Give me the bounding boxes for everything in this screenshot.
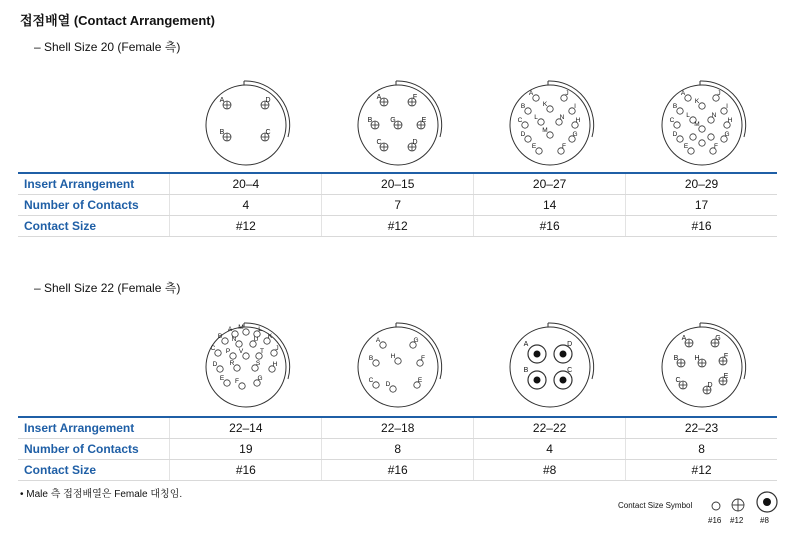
svg-text:J: J xyxy=(565,90,569,97)
svg-text:D: D xyxy=(412,139,418,146)
contact-L xyxy=(534,114,544,125)
svg-text:G: G xyxy=(390,117,396,124)
contact-G xyxy=(254,375,263,386)
contact-H xyxy=(724,117,733,128)
svg-text:A: A xyxy=(680,90,686,97)
svg-text:I: I xyxy=(726,103,728,110)
contact-B xyxy=(674,355,685,367)
table-cell: 22–18 xyxy=(322,417,474,439)
svg-text:A: A xyxy=(523,341,529,348)
svg-text:N: N xyxy=(231,336,237,343)
svg-text:R: R xyxy=(229,360,235,367)
contact-I xyxy=(721,103,728,114)
svg-text:L: L xyxy=(686,112,690,119)
svg-text:D: D xyxy=(672,131,678,138)
svg-text:E: E xyxy=(421,117,427,124)
connector-diagram-22-22 xyxy=(495,312,605,422)
table-cell: #16 xyxy=(170,460,322,481)
table-cell: 22–14 xyxy=(170,417,322,439)
table-row xyxy=(18,195,777,216)
contact-D xyxy=(261,97,271,109)
table-cell: #16 xyxy=(626,216,777,237)
footnote: • Male 측 접점배열은 Female 대칭임. xyxy=(20,489,183,500)
svg-text:M: M xyxy=(238,324,244,331)
contact-U xyxy=(250,336,259,347)
svg-text:C: C xyxy=(675,377,681,384)
table-row xyxy=(18,216,777,237)
spec-table-shell-20 xyxy=(18,172,777,237)
contact-E xyxy=(414,377,423,388)
svg-text:H: H xyxy=(272,361,278,368)
table-cell: 22–22 xyxy=(474,417,626,439)
table-cell: 20–27 xyxy=(474,173,626,195)
contact-V xyxy=(239,348,249,359)
svg-text:D: D xyxy=(265,97,271,104)
contact-G xyxy=(721,131,730,142)
contact-R xyxy=(230,360,241,371)
section-subtitle-shell-20: – Shell Size 20 (Female 측) xyxy=(34,40,181,54)
svg-text:F: F xyxy=(723,353,729,360)
contact-N xyxy=(232,336,243,347)
svg-text:G: G xyxy=(715,335,721,342)
contact-A xyxy=(529,90,539,101)
contact-M xyxy=(694,121,705,132)
contact-G xyxy=(711,335,721,347)
svg-text:K: K xyxy=(267,333,273,340)
contact-unlabeled xyxy=(690,134,696,140)
table-row xyxy=(18,173,777,195)
contact-D xyxy=(213,361,224,372)
svg-text:L: L xyxy=(258,326,262,333)
connector-diagram-20-4 xyxy=(191,70,301,180)
legend-caption-12: #12 xyxy=(730,516,744,525)
contact-C xyxy=(675,377,687,389)
svg-text:J: J xyxy=(275,345,279,352)
table-row xyxy=(18,439,777,460)
svg-text:H: H xyxy=(694,355,700,362)
contact-H xyxy=(572,117,581,128)
svg-text:H: H xyxy=(575,117,581,124)
table-cell: 20–29 xyxy=(626,173,777,195)
contact-D xyxy=(673,131,684,142)
table-cell: 22–23 xyxy=(626,417,777,439)
table-cell: #12 xyxy=(626,460,777,481)
contact-C xyxy=(670,117,681,128)
contact-C xyxy=(376,139,388,151)
table-row xyxy=(18,460,777,481)
contact-C xyxy=(211,345,222,356)
svg-text:A: A xyxy=(227,326,233,333)
contact-E xyxy=(719,373,729,385)
svg-text:U: U xyxy=(253,336,259,343)
contact-unlabeled xyxy=(708,134,714,140)
contact-J xyxy=(713,90,721,101)
contact-K xyxy=(264,333,273,344)
connector-diagram-22-14 xyxy=(191,312,301,422)
contact-B xyxy=(673,103,683,114)
svg-text:I: I xyxy=(574,103,576,110)
row-label: Number of Contacts xyxy=(18,439,170,460)
contact-C xyxy=(261,129,271,141)
contact-H xyxy=(391,353,402,364)
svg-text:C: C xyxy=(265,129,271,136)
contact-K xyxy=(543,101,553,112)
contact-16-icon xyxy=(710,500,722,512)
table-cell: 20–15 xyxy=(322,173,474,195)
contact-E xyxy=(532,143,542,154)
table-cell: 14 xyxy=(474,195,626,216)
contact-B xyxy=(521,103,531,114)
contact-A xyxy=(524,341,546,363)
contact-N xyxy=(556,114,565,125)
svg-text:C: C xyxy=(376,139,382,146)
connector-diagram-20-29 xyxy=(647,70,757,180)
table-cell: 20–4 xyxy=(170,173,322,195)
contact-D xyxy=(554,341,572,363)
svg-text:G: G xyxy=(572,131,578,138)
contact-G xyxy=(569,131,578,142)
contact-H xyxy=(269,361,278,372)
svg-text:D: D xyxy=(385,381,391,388)
svg-text:D: D xyxy=(707,382,713,389)
contact-D xyxy=(703,382,713,394)
svg-text:E: E xyxy=(723,373,729,380)
svg-text:E: E xyxy=(219,375,225,382)
svg-text:F: F xyxy=(421,355,425,362)
legend-caption-16: #16 xyxy=(708,516,722,525)
svg-text:E: E xyxy=(531,143,537,150)
svg-text:A: A xyxy=(375,337,381,344)
svg-text:S: S xyxy=(255,360,261,367)
contact-8-icon xyxy=(755,490,779,514)
svg-text:B: B xyxy=(219,129,225,136)
contact-A xyxy=(376,337,386,348)
svg-text:G: G xyxy=(724,131,730,138)
contact-size-legend xyxy=(600,488,780,532)
svg-text:F: F xyxy=(412,94,418,101)
table-cell: #12 xyxy=(322,216,474,237)
svg-text:T: T xyxy=(260,348,264,355)
svg-text:K: K xyxy=(542,101,548,108)
row-label: Number of Contacts xyxy=(18,195,170,216)
contact-C xyxy=(518,117,529,128)
connector-diagram-22-18 xyxy=(343,312,453,422)
contact-D xyxy=(386,381,397,392)
contact-I xyxy=(569,103,576,114)
svg-text:V: V xyxy=(238,348,244,355)
svg-text:A: A xyxy=(376,94,382,101)
table-cell: 17 xyxy=(626,195,777,216)
contact-M xyxy=(542,127,553,138)
contact-F xyxy=(235,378,245,389)
contact-H xyxy=(694,355,706,367)
svg-text:F: F xyxy=(562,143,566,150)
svg-text:F: F xyxy=(714,143,718,150)
connector-diagram-20-27 xyxy=(495,70,605,180)
contact-K xyxy=(695,98,705,109)
table-cell: 8 xyxy=(322,439,474,460)
svg-text:D: D xyxy=(520,131,526,138)
svg-text:D: D xyxy=(567,341,573,348)
spec-table-shell-22 xyxy=(18,416,777,481)
diagram-row-shell-20 xyxy=(170,70,777,180)
svg-text:A: A xyxy=(219,97,225,104)
contact-B xyxy=(369,355,379,366)
contact-E xyxy=(417,117,427,129)
svg-text:N: N xyxy=(711,112,717,119)
contact-G xyxy=(410,337,419,348)
contact-D xyxy=(521,131,532,142)
svg-text:G: G xyxy=(413,337,419,344)
contact-J xyxy=(271,345,279,356)
table-row xyxy=(18,417,777,439)
svg-text:P: P xyxy=(225,348,231,355)
svg-text:L: L xyxy=(534,114,538,121)
table-cell: #12 xyxy=(170,216,322,237)
table-cell: #16 xyxy=(474,216,626,237)
table-cell: 4 xyxy=(474,439,626,460)
svg-text:M: M xyxy=(694,121,700,128)
legend-caption-8: #8 xyxy=(760,516,769,525)
table-cell: 7 xyxy=(322,195,474,216)
row-label: Insert Arrangement xyxy=(18,417,170,439)
contact-F xyxy=(710,143,718,154)
contact-J xyxy=(561,90,569,101)
svg-text:B: B xyxy=(673,355,679,362)
contact-A xyxy=(682,335,693,347)
contact-T xyxy=(256,348,264,359)
svg-text:A: A xyxy=(681,335,687,342)
contact-B xyxy=(220,129,231,141)
contact-D xyxy=(408,139,418,151)
svg-text:C: C xyxy=(567,367,573,374)
table-cell: 8 xyxy=(626,439,777,460)
svg-text:N: N xyxy=(559,114,565,121)
svg-text:B: B xyxy=(217,333,223,340)
contact-N xyxy=(708,112,717,123)
contact-A xyxy=(377,94,388,106)
connector-diagram-20-15 xyxy=(343,70,453,180)
contact-E xyxy=(220,375,230,386)
legend-label: Contact Size Symbol xyxy=(618,501,693,510)
contact-F xyxy=(417,355,425,366)
svg-text:E: E xyxy=(683,143,689,150)
table-cell: 4 xyxy=(170,195,322,216)
contact-E xyxy=(684,143,694,154)
connector-diagram-22-23 xyxy=(647,312,757,422)
svg-text:H: H xyxy=(390,353,396,360)
svg-text:K: K xyxy=(694,98,700,105)
contact-B xyxy=(368,117,379,129)
contact-12-icon xyxy=(730,497,746,513)
diagram-row-shell-22 xyxy=(170,312,777,422)
table-cell: 19 xyxy=(170,439,322,460)
contact-F xyxy=(408,94,417,106)
contact-unlabeled xyxy=(699,140,705,146)
svg-text:B: B xyxy=(520,103,526,110)
svg-text:C: C xyxy=(210,345,216,352)
svg-text:C: C xyxy=(368,377,374,384)
svg-text:C: C xyxy=(517,117,523,124)
svg-text:F: F xyxy=(235,378,239,385)
row-label: Contact Size xyxy=(18,216,170,237)
contact-C xyxy=(554,367,572,389)
contact-G xyxy=(390,117,402,129)
svg-text:D: D xyxy=(212,361,218,368)
section-subtitle-shell-22: – Shell Size 22 (Female 측) xyxy=(34,281,181,295)
contact-S xyxy=(252,360,261,371)
contact-B xyxy=(524,367,546,389)
contact-A xyxy=(220,97,231,109)
contact-C xyxy=(369,377,380,388)
contact-F xyxy=(719,353,728,365)
svg-text:H: H xyxy=(727,117,733,124)
page-title: 접점배열 (Contact Arrangement) xyxy=(20,13,215,28)
svg-text:E: E xyxy=(417,377,423,384)
contact-P xyxy=(226,348,236,359)
svg-text:A: A xyxy=(528,90,534,97)
table-cell: #8 xyxy=(474,460,626,481)
table-cell: #16 xyxy=(322,460,474,481)
svg-text:B: B xyxy=(523,367,529,374)
svg-text:B: B xyxy=(367,117,373,124)
svg-text:C: C xyxy=(669,117,675,124)
contact-F xyxy=(558,143,566,154)
svg-text:G: G xyxy=(257,375,263,382)
contact-A xyxy=(681,90,691,101)
svg-text:B: B xyxy=(672,103,678,110)
svg-text:B: B xyxy=(368,355,374,362)
svg-text:M: M xyxy=(542,127,548,134)
svg-text:J: J xyxy=(717,90,721,97)
row-label: Contact Size xyxy=(18,460,170,481)
row-label: Insert Arrangement xyxy=(18,173,170,195)
